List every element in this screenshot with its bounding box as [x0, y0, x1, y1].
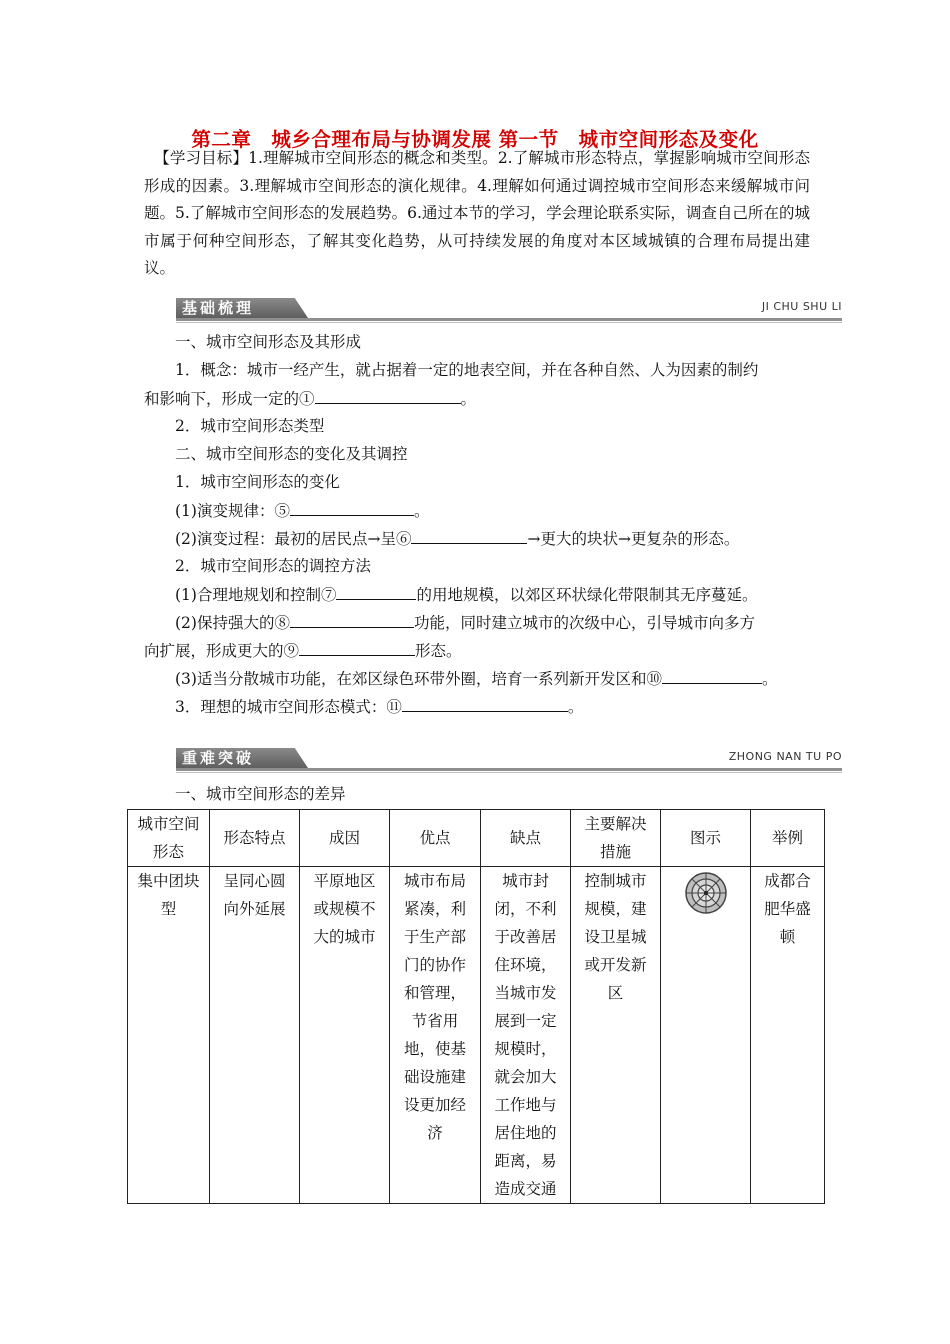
method-2: (2)保持强大的⑧ 功能，同时建立城市的次级中心，引导城市向多方 — [175, 614, 755, 632]
header-cell: 成因 — [300, 810, 390, 867]
table-header-row — [128, 810, 825, 867]
objectives-label: 【学习目标】 — [154, 149, 249, 167]
section-banner-key-points — [176, 746, 842, 774]
banner-pinyin: JI CHU SHU LI — [761, 300, 842, 313]
header-cell: 城市空间形态 — [128, 810, 210, 867]
blank-5[interactable] — [290, 500, 414, 516]
learning-objectives — [144, 145, 810, 283]
concentric-city-diagram-icon — [684, 871, 728, 915]
cell-cons: 城市封闭，不利于改善居住环境，当城市发展到一定规模时，就会加大工作地与居住地的距离，易造成交通 — [481, 867, 571, 1204]
change-line: 1．城市空间形态的变化 — [175, 473, 340, 491]
blank-9[interactable] — [299, 640, 415, 656]
concept-line-b: 和影响下，形成一定的① 。 — [144, 390, 477, 408]
header-cell: 主要解决措施 — [571, 810, 661, 867]
header-cell: 举例 — [751, 810, 825, 867]
rule-line: (1)演变规律：⑤ 。 — [175, 502, 430, 520]
heading-differences: 一、城市空间形态的差异 — [175, 785, 346, 803]
blank-1[interactable] — [315, 388, 461, 404]
cell-example: 成都合肥华盛顿 — [751, 867, 825, 1204]
method-2-cont: 向扩展，形成更大的⑨ 形态。 — [144, 642, 462, 660]
cell-feature: 呈同心圆向外延展 — [210, 867, 300, 1204]
blank-11[interactable] — [402, 696, 568, 712]
heading-two: 二、城市空间形态的变化及其调控 — [175, 445, 408, 463]
blank-7[interactable] — [336, 584, 416, 600]
comparison-table — [127, 809, 825, 1204]
banner-label: 基础梳理 — [182, 299, 255, 317]
cell-measures: 控制城市规模，建设卫星城或开发新区 — [571, 867, 661, 1204]
section-banner-basics — [176, 296, 842, 324]
cell-cause: 平原地区或规模不大的城市 — [300, 867, 390, 1204]
methods-line: 2．城市空间形态的调控方法 — [175, 557, 371, 575]
cell-form: 集中团块型 — [128, 867, 210, 1204]
header-cell: 形态特点 — [210, 810, 300, 867]
types-line: 2．城市空间形态类型 — [175, 417, 325, 435]
page-title: 第二章 城乡合理布局与协调发展 第一节 城市空间形态及变化 — [191, 128, 759, 151]
banner-label: 重难突破 — [182, 749, 255, 767]
blank-10[interactable] — [662, 668, 762, 684]
cell-pros: 城市布局紧凑，利于生产部门的协作和管理，节省用地，使基础设施建设更加经济 — [390, 867, 481, 1204]
objectives-text: 1.理解城市空间形态的概念和类型。2.了解城市形态特点，掌握影响城市空间形态形成的因素。3.理解城市空间形态的演化规律。4.理解如何通过调控城市空间形态来缓解城市问题。5.了解城市空间形态的发展趋势。6.通过本节的学习，学会理论联系实际，调查自己所在的城市属于何种空间形态，了解其变化趋势，从可持续发展的角度对本区域城镇的合理布局提出建议。 — [144, 149, 810, 277]
table-row — [128, 867, 825, 1204]
heading-one: 一、城市空间形态及其形成 — [175, 333, 362, 351]
banner-pinyin: ZHONG NAN TU PO — [728, 750, 842, 763]
process-line: (2)演变过程：最初的居民点→呈⑥ →更大的块状→更复杂的形态。 — [175, 530, 740, 548]
method-1: (1)合理地规划和控制⑦ 的用地规模，以郊区环状绿化带限制其无序蔓延。 — [175, 586, 758, 604]
header-cell: 图示 — [661, 810, 751, 867]
ideal-line: 3．理想的城市空间形态模式：⑪ 。 — [175, 698, 584, 716]
header-cell: 优点 — [390, 810, 481, 867]
blank-8[interactable] — [290, 612, 414, 628]
method-3: (3)适当分散城市功能，在郊区绿色环带外圈，培育一系列新开发区和⑩ 。 — [175, 670, 778, 688]
concept-line-a: 1．概念：城市一经产生，就占据着一定的地表空间，并在各种自然、人为因素的制约 — [175, 361, 759, 379]
blank-6[interactable] — [411, 528, 527, 544]
header-cell: 缺点 — [481, 810, 571, 867]
cell-diagram — [661, 867, 751, 1204]
